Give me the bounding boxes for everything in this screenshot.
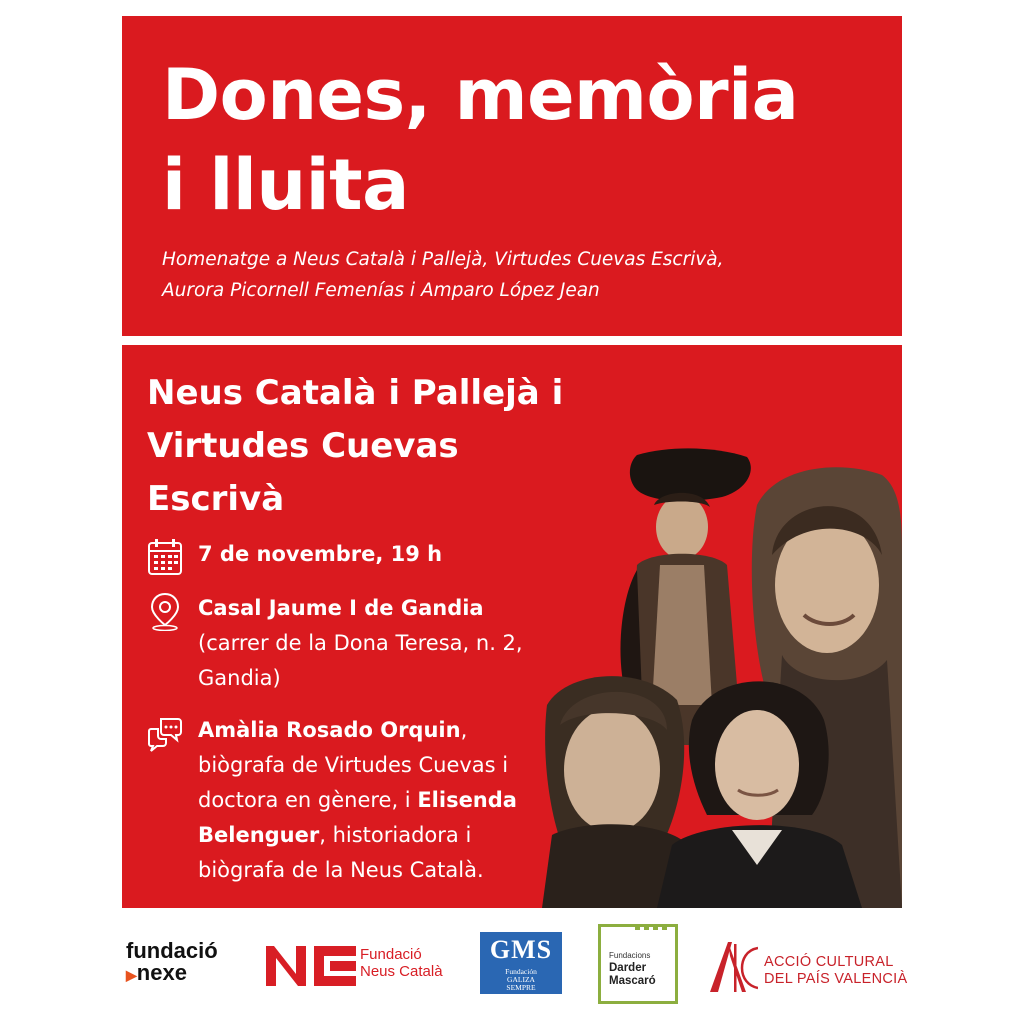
main-title [162, 50, 882, 230]
subtitle-line-2: Aurora Picornell Femenías i Amparo López Jean [162, 280, 600, 301]
event-speakers-row [147, 713, 587, 893]
location-pin-icon [147, 591, 183, 631]
darder-line-1: Fundacions [609, 951, 651, 960]
event-panel [122, 345, 902, 908]
event-address-line-2: Gandia) [198, 666, 281, 690]
play-triangle-icon: ▶ [126, 967, 137, 983]
neus-line-1: Fundació [360, 946, 422, 963]
speaker-1-name: Amàlia Rosado Orquin [198, 718, 461, 742]
event-title-line-2: Virtudes Cuevas [147, 426, 459, 466]
event-venue: Casal Jaume I de Gandia [198, 596, 484, 620]
title-line-2: i lluita [162, 144, 409, 226]
speaker-2-name-part-2: Belenguer [198, 823, 320, 847]
speaker-2-name-part-1: Elisenda [417, 788, 517, 812]
speakers-text-4: , historiadora i [319, 823, 472, 847]
portraits-collage [542, 445, 902, 908]
gms-line-3: SEMPRE [506, 983, 536, 992]
gms-line-2: GALIZA [507, 975, 535, 984]
darder-name [609, 962, 656, 988]
header-panel [122, 16, 902, 336]
title-line-1: Dones, memòria [162, 54, 799, 136]
nexe-line-1: fundació [126, 938, 218, 963]
neus-logo-text [360, 946, 443, 980]
event-date-row [147, 537, 587, 577]
speakers-text-1: , [460, 718, 468, 742]
gms-line-1: Fundación [505, 967, 537, 976]
gms-letters: GMS [489, 935, 553, 964]
galiza-sempre-logo [480, 932, 562, 994]
darder-line-2: Darder [609, 962, 647, 974]
accio-cultural-logo [706, 938, 910, 998]
speakers-line-5: biògrafa de la Neus Català. [198, 858, 484, 882]
speakers-line-1 [198, 713, 578, 748]
event-venue-text [198, 591, 578, 696]
acpv-line-1: ACCIÓ CULTURAL [764, 954, 894, 970]
acpv-logo-text [764, 954, 907, 988]
fundacio-nexe-logo [126, 940, 246, 996]
darder-line-3: Mascaró [609, 975, 656, 987]
calendar-icon [147, 537, 183, 577]
speech-bubbles-icon [147, 713, 183, 753]
darder-mascaro-logo [598, 924, 678, 1004]
event-speakers-text [198, 713, 578, 888]
sponsor-logos [120, 918, 910, 1010]
event-title-line-1: Neus Català i Pallejà i [147, 373, 564, 413]
darder-stripes-icon [635, 924, 675, 934]
event-date: 7 de novembre, 19 h [198, 542, 443, 566]
speakers-line-3 [198, 783, 578, 818]
nexe-line-2: nexe [136, 960, 187, 985]
nexe-line-2-wrap [126, 962, 246, 986]
acpv-mark-icon [706, 938, 758, 994]
speakers-line-2: biògrafa de Virtudes Cuevas i [198, 753, 509, 777]
speakers-text-3: doctora en gènere, i [198, 788, 418, 812]
fundacio-neus-catala-logo [266, 940, 466, 996]
event-title-line-3: Escrivà [147, 479, 285, 519]
event-venue-row [147, 591, 587, 701]
speakers-line-4 [198, 818, 578, 853]
nc-monogram-icon [266, 944, 356, 988]
event-address-line-1: (carrer de la Dona Teresa, n. 2, [198, 631, 523, 655]
subtitle-line-1: Homenatge a Neus Català i Pallejà, Virtudes Cuevas Escrivà, [162, 249, 724, 270]
acpv-line-2: DEL PAÍS VALENCIÀ [764, 971, 908, 987]
neus-line-2: Neus Català [360, 963, 443, 980]
subtitle [162, 244, 862, 306]
